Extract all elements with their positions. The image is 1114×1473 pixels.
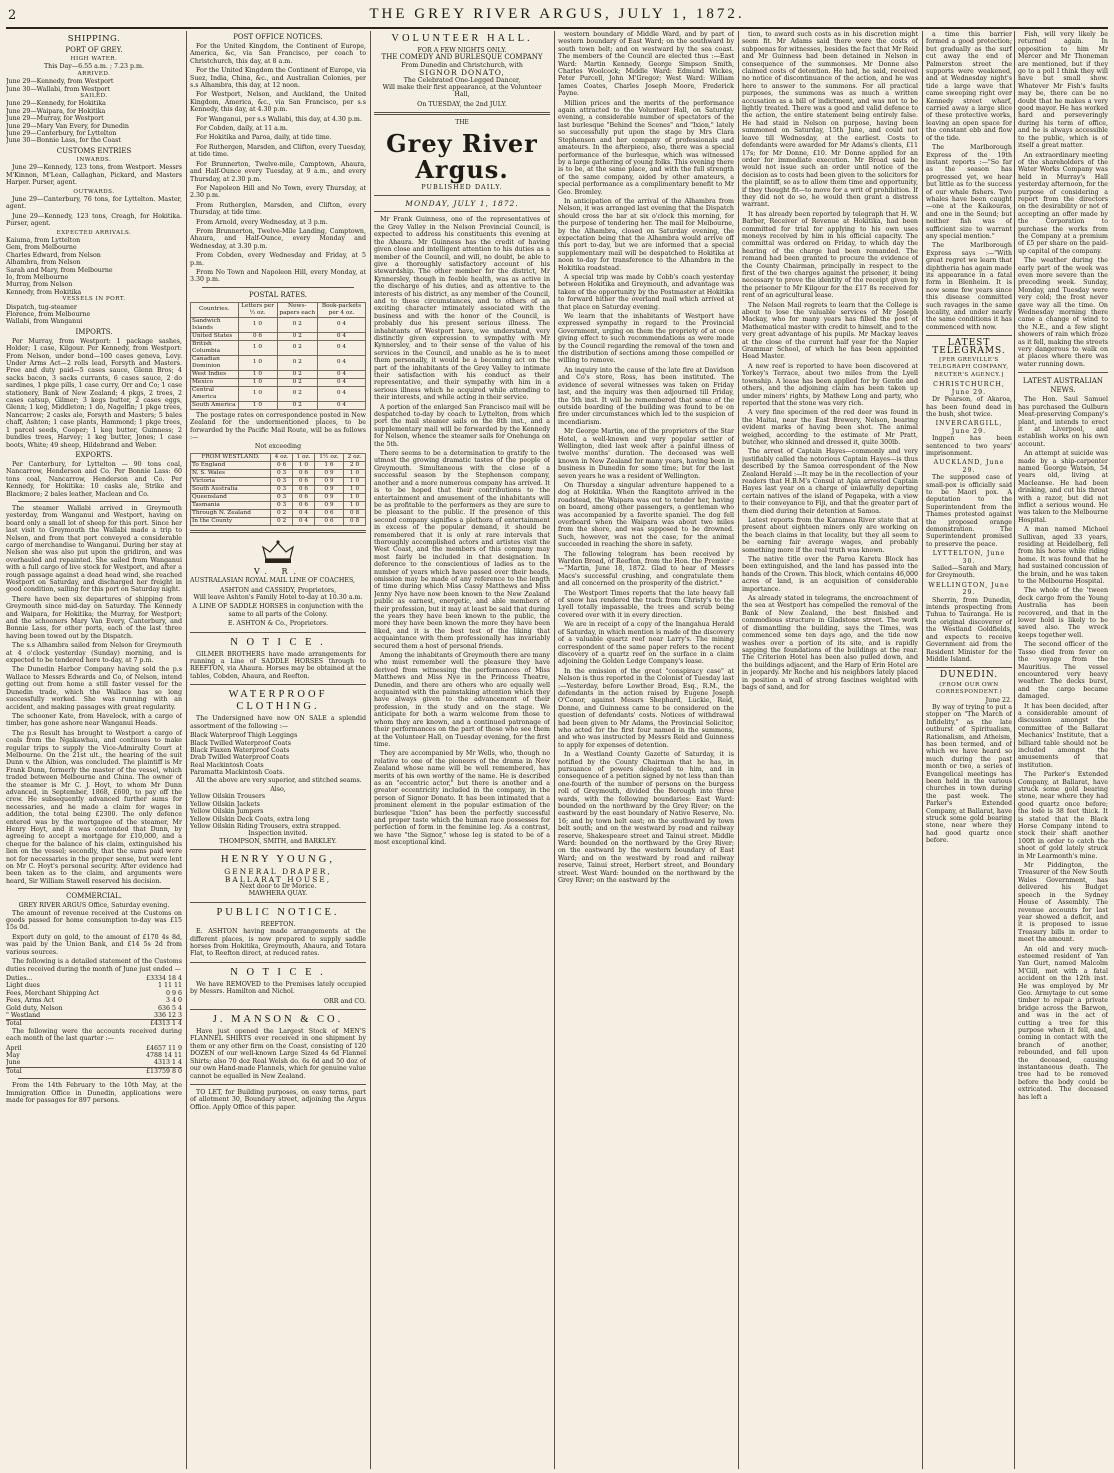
duty-row: Gold duty, Nelson 636 5 4 (6, 1004, 182, 1012)
divider (18, 1078, 170, 1079)
quarter-table (6, 1045, 182, 1076)
expected-item: Sarah and Mary, from Melbourne (6, 266, 113, 274)
news-paragraph: An inquiry into the cause of the late fire at Davidson and Co's store, Ross, has been instituted. The evidence of several witnesses was taken on Friday last, and the inquiry was then adjourned till Friday, the 5th inst. It will be remembered that some of the outside boarding of the building was found to be on fire under circumstances which led to the suspicion of incendiarism. (558, 366, 734, 426)
commercial-text: The amount of revenue received at the Customs on goods passed for home consumption to-day was £15 15s 0d. (6, 909, 182, 932)
volunteer-hall-signor: SIGNOR DONATO, (419, 68, 505, 78)
shipping-report: The schooner Kate, from Havelock, with a cargo of timber, has gone ashore near Wanganui Heads. (6, 712, 182, 728)
divider (374, 112, 550, 115)
telegram-text: Sherrin, from Dunedin, intends prospecting from Tuhua to Tauranga. He is the original discoverer of the Westland Goldfields, and expects to receive Government aid from the Resident Minister for the Middle Island. (926, 596, 1012, 663)
divider (190, 962, 366, 963)
news-paragraph: The Nelson Mail regrets to learn that the College is about to lose the valuable services of Mr Joseph Mackay, who for many years has filled the post of Mathematical master with credit to himself, and to the very great advantage of his pupils. Mr Mackay leaves at the close of the current half year for the Napier Grammar School, of which he has been appointed Head Master. (742, 301, 918, 361)
divider (1018, 372, 1108, 373)
expected-item: Charles Edward, from Nelson (6, 251, 101, 259)
aus-paragraph: The Hon. Saul Samuel has purchased the Gulburn Meat-preserving Company's plant, and intends to erect it at Liverpool, and establish works on his own account. (1018, 396, 1108, 448)
removed-notice-heading: N O T I C E . (230, 966, 326, 978)
post-notice: For Wanganui, per s.s Wallabi, this day, at 4.30 p.m. (196, 115, 362, 123)
news-paragraph: On Thursday a singular adventure happened to a dog at Hokitika. When the Rangitoto arrived in the roadstead, the Waipara was out to tender her, having on board, among other passengers, a gentleman who was accompanied by a favorite spaniel. The dog fell overboard when the Waipara was about two miles from the shore, and was supposed to be drowned. Such, however, was not the case, for the animal succeeded in reaching the shore in safety. (558, 481, 734, 549)
editorial-paragraph: A portion of the enlarged San Francisco mail will be despatched to-day by coach to Lyttelton, from which port the mail steamer sails on the 8th inst., and a supplementary mail will be forwarded by the Kennedy for Nelson, whence the steamer sails for Onehunga on the 5th. (374, 403, 550, 448)
quarter-row: May 4788 14 11 (6, 1051, 182, 1059)
news-paragraph: The native title over the Paroa Karetu Block has been extinguished, and the land has passed into the hands of the Crown. This block, which contains 46,000 acres of land, is an acquisition of considerable importance. (742, 556, 918, 593)
post-notice: For Ruthergen, Marsden, and Clifton, every Tuesday, at tide time. (190, 143, 366, 159)
header-rule (6, 27, 1108, 29)
table-row: Mexico 1 0 0 2 0 4 (191, 378, 366, 386)
inwards-label: INWARDS. (76, 156, 112, 163)
list-item: Yellow Oilskin Jackets (190, 800, 260, 808)
in-port-list (6, 304, 182, 326)
column-notices (190, 31, 366, 1469)
post-notice: From Arnold, every Wednesday, at 3 p.m. (196, 218, 328, 226)
expected-item: Kennedy, from Hokitika (6, 288, 82, 296)
divider (190, 632, 366, 633)
telegrams-heading: LATEST TELEGRAMS. (932, 338, 1006, 356)
waterproof-heading: WATERPROOF CLOTHING. (228, 689, 328, 713)
shipping-heading: SHIPPING. (67, 34, 121, 44)
expected-item: Io, from Melbourne (6, 273, 69, 281)
divider (190, 1084, 366, 1085)
newspaper-the: THE (455, 119, 469, 127)
duty-total-row: Total £4313 1 4 (6, 1020, 182, 1028)
postal-rates-heading: POSTAL RATES. (249, 290, 307, 299)
post-notice: For Hokitika and Paroa, daily, at tide time. (196, 134, 332, 142)
table-row: N. S. Wales 0 3 0 6 0 9 1 0 (191, 469, 366, 477)
duty-row: Fees, Merchant Shipping Act 0 9 6 (6, 989, 182, 997)
telegram-place: AUCKLAND, June 29. (933, 459, 1005, 474)
manson-text: Have just opened the Largest Stock of MEN'S FLANNEL SHIRTS ever received in one shipment by them or any other firm on the Coast, consisting of 120 DOZEN of our well-known Large Sized 4s 6d Flannel Shirts; also 70 doz Real Welsh do. 6s 6d and 50 doz of our own Hand-made Flannels, which for genuine value cannot be equalled in New Zealand. (190, 1028, 366, 1080)
commercial-heading: COMMERCIAL. (66, 892, 122, 901)
aus-paragraph: A man named Michael Sullivan, aged 33 years, residing at Heidelberg, fell from his horse while riding home. It was found that he had sustained concussion of the brain, and he was taken to the Melbourne Hospital. (1018, 526, 1108, 586)
shipping-report: The p.s Result has brought to Westport a cargo of coals from the Ngakawhau, and continues to make regular trips to supply the Vice-Admiralty Court at Melbourne. On the 21st ult., the hearing of the suit Dunn v. the Albion, was concluded. The plaintiff is Mr Frank Dunn, formerly the master of the vessel, which traded between Melbourne and China. The owner of the steamer is Mr C. J. Hoyt, to whom Mr Dunn advanced, in September, 1868, £600, to pay off the crew. He subsequently advanced further sums for necessaries, and he made a claim for wages in addition, the total being £2300. The only defence entered was by the mortgagee of the steamer, Mr Henry Hoyt, and it was contended that Dunn, by agreeing to accept a mortgage for £10,000, and a cheque for the balance of his claim, extinguished his lien on the vessel; secondly, that the sums paid were not for necessaries in the proper sense, but were lent on Mr C. Hoyt's personal security. After evidence had been taken as to the claim, and arguments were heard, Sir William Stawell reserved his decision. (6, 729, 182, 885)
news-paragraph: It has already been reported by telegraph that H. W. Barber, Receiver of Revenue at Hokitika, had been committed for trial for applying to his own uses moneys received by him in his official capacity. The committal was ordered on Friday, to which day the hearing of the charge had been remanded. The remand had been granted to procure the evidence of the County Chairman, principally in respect to the first of the two charges against the prisoner, it being necessary to prove the identity of the receipt given by the prisoner to Mr Kilgour for the £17 8s received for rent of an agricultural lease. (742, 210, 918, 300)
table-row: West Indies 1 0 0 2 0 4 (191, 370, 366, 378)
rates-note: The postage rates on correspondence posted in New Zealand for the undermentioned places, to be forwarded by the Pacific Mail Route, will be as follows :— (190, 411, 366, 441)
dunedin-subheading: (FROM OUR OWN CORRESPONDENT.) (935, 681, 1003, 696)
westland-rates-table (190, 453, 366, 526)
in-port-label: VESSELS IN PORT. (62, 296, 126, 303)
table-row: Central America 1 0 0 2 0 4 (191, 386, 366, 401)
exports-text: Per Canterbury, for Lyttelton — 90 tons coal, Nancarrow, Henderson and Co. Per Bonnie Lass: 60 tons coal, Nancarrow, Henderson and Co. Per Kennedy, for Hokitika: 10 casks ale, Strike and Blackmore; 2 bales leather, Maclean and Co. (6, 460, 182, 498)
aus-paragraph: The second officer of the Tasso died from fever on the voyage from the Mauritius. The vessel encountered very heavy weather. The decks burst, and the cargo became damaged. (1018, 641, 1108, 701)
exports-heading: EXPORTS. (75, 450, 113, 459)
newspaper-header-title: THE GREY RIVER ARGUS, JULY 1, 1872. (369, 6, 745, 22)
news-paragraph: A new reef is reported to have been discovered at Yorkey's Terrace, about two miles from the Lyell township. A lease has been applied for by Gentle and others, and the adjoining claim has been taken up under miners' rights, by Mathew Long and party, who reported that the stone was very rich. (742, 362, 918, 407)
outwards-label: OUTWARDS. (73, 188, 115, 195)
henry-young-trade: GENERAL DRAPER, (224, 867, 332, 877)
dateline: MONDAY, JULY 1, 1872. (405, 199, 519, 209)
post-notice: For Cobden, daily, at 11 a.m. (196, 125, 288, 133)
divider (190, 902, 366, 903)
post-notice: From No Town and Napoleon Hill, every Monday, at 3.30 p.m. (190, 268, 366, 284)
immigration-note: From the 14th February to the 10th May, at the Immigration Office in Dunedin, applications were made for passages for 897 persons. (6, 1082, 182, 1104)
list-item: Black Flaxen Waterproof Coats (190, 746, 290, 754)
volunteer-hall-from: From Dunedin and Christchurch, with (401, 61, 523, 69)
editorial-paragraph: Mr Frank Guinness, one of the representatives of the Grey Valley in the Nelson Provincial Council, is expected to address his constituents this evening at the Ahaura. Mr Guinness has the credit of having given close and intelligent attention to his duties as a member of the Council, and will, no doubt, be able to give a thoroughly satisfactory account of his stewardship. The other member for the district, Mr Kynnersley, though in feeble health, was as active in the discharge of his duties, and as attentive to the interests of his district, as any member of the Council, and to these circumstances, and to others of an exciting character intimately associated with the business and with the honor of the Council, is probably due his present serious illness. The inhabitants of Westport have, we understand, very distinctly given expression to sympathy with Mr Kynnersley, and to their sense of the value of his services in the Council, and unable as he is to meet them personally, it would be a becoming act on the part of the inhabitants of the Grey Valley to intimate their satisfaction with his conduct as their representative, and their sympathy with him in a serious illness which he acquired while attending to their interests, and while acting in their service. (374, 216, 550, 402)
sailed-item: June 29—Murray, for Westport (6, 115, 104, 123)
divider (374, 211, 550, 212)
table-row: Tasmania 0 3 0 6 0 9 1 0 (191, 501, 366, 509)
removed-notice-signature: ORR and CO. (323, 997, 366, 1005)
henry-young-house: BALLARAT HOUSE, (224, 874, 332, 884)
sailed-item: June 29—Waipara, for Hokitika (6, 107, 106, 115)
post-notice: From Brunnerton, Twelve-Mile Landing, Camptown, Ahaura, and Half-Ounce, every Monday and Wednesday, at 3.30 p.m. (190, 227, 366, 250)
public-notice-place: REEFTON. (260, 920, 296, 928)
aus-paragraph: Mr Piddington, the Treasurer of the New South Wales Government, has delivered his Budget speech in the Sydney House of Assembly. The revenue accounts for last year showed a deficit, and it is proposed to issue Treasury bills in order to meet the amount. (1018, 862, 1108, 944)
post-notice: From Cobden, every Wednesday and Friday, at 5 p.m. (190, 252, 366, 267)
editorial-paragraph: There seems to be a determination to gratify to the utmost the growing dramatic tastes of the people of Greymouth. Simultaneous with the close of a successful season by the Stephenson company, another and a more numerous company has arrived. It is to be hoped that their contributions to the entertainment and amusement of the inhabitants will be as profitable to the performers as they are sure to be pleasant to the public. If the presence of this second company signifies a plethora of entertainment in excess of the popular demand, it should be remembered that it is only at rare intervals that thoroughly accomplished actors and artistes visit the West Coast, and the members of this company may most fairly be included in that designation. In deference to the conscientious of ladies as to the number of years which have passed over their heads, omission may be made of any reference to the length of time during which Miss Cassy Matthews and Miss Jenny Nye have now been known to the New Zealand public as earnest, energetic, and able members of their profession, but it may at least be said that during the years they have been known to the public, the more they have been known the more they have been liked, and it is the best test of the liking that acquaintance with them professionally has invariably secured them a host of personal friends. (374, 450, 550, 650)
divider (374, 195, 550, 196)
arrived-item: June 29—Kennedy, from Westport (6, 78, 114, 86)
sailed-item: June 29—Kennedy, for Hokitika (6, 100, 106, 108)
arrived-item: June 30—Wallabi, from Westport (6, 85, 111, 93)
list-item: Yellow Oilskin Trousers (190, 793, 266, 801)
imports-text: Per Murray, from Westport: 1 package sashes, Holder; 1 case, Kilgour. Per Kennedy, from Westport: From Nelson, under bond—100 cases geneva, Levy. Under Arms Act—2 rolls lead, Forsyth and Masters. Free and duty paid—5 cases sauce, Glenn Bros; 4 sacks bacon, 3 sacks currants, 6 cases sauce, 2 do sardines, 1 pkge pills, 1 case curry, Orr and Co; 1 case stationery, Bank of New Zealand; 4 pkgs, 2 trees, 2 cases catsup, Gilmer; 3 kegs butter, 2 cases eggs, Glenn; 1 keg, Middleton; 1 do, Nagelfin; 1 pkge trees, Nancarrow; 2 casks ale, Forsyth and Masters; 5 bales chaff, Ashton; 1 case plants, Hammond; 1 pkge trees, 1 parcel seeds, Cooper; 1 keg butter, Guinness; 2 bundles trees, Harvey; 1 keg butter, Jones; 1 case boots, White; 49 sheep, Hildebrand and Weber. (6, 337, 182, 449)
news-paragraph: The Westport Times reports that the late heavy fall of snow has rendered the track from Christy's to the Lyell totally impassable, the trees and scrub being covered over with it in every direction. (558, 589, 734, 619)
imports-heading: IMPORTS. (75, 327, 113, 336)
volunteer-hall-date: On TUESDAY, the 2nd JULY. (417, 100, 507, 108)
volunteer-hall-company: THE COMEDY AND BURLESQUE COMPANY (381, 53, 543, 62)
post-notice: From Rutherglen, Marsden, and Clifton, every Thursday, at tide time. (190, 201, 366, 217)
royal-mail-heading: AUSTRALASIAN ROYAL MAIL LINE OF COACHES, (190, 577, 356, 585)
column-local-news (558, 31, 734, 1469)
column-separator (554, 31, 555, 1469)
aus-paragraph: It has been decided, after a considerable amount of discussion amongst the committee of the Ballarat Mechanics' Institute, that a billiard table should not be included amongst the amusements of that institution. (1018, 702, 1108, 769)
shipping-report: The s.s Alhambra sailed from Nelson for Greymouth at 4 o'clock yesterday (Sunday) morning, and is expected to be tendered here to-day, at 7 p.m. (6, 642, 182, 665)
masthead (0, 0, 1114, 30)
telegram-place: LYTTELTON, June 30. (932, 550, 1006, 565)
oilskin-list (190, 793, 366, 830)
table-row: South Australia 0 3 0 6 0 9 1 0 (191, 485, 366, 493)
outwards-item: June 29—Kennedy, 123 tons, Creagh, for Hokitika. Purser, agent. (6, 212, 182, 228)
aus-paragraph: An attempt at suicide was made by a ship-carpenter named George Watson, 54 years old, living at Macleanse. He had been drinking, and cut his throat with a razor, but did not inflict a serious wound. He was taken to the Melbourne Hospital. (1018, 450, 1108, 524)
published-daily: PUBLISHED DAILY. (421, 182, 503, 191)
post-notice: For Brunnerton, Twelve-mile, Camptown, Ahaura, and Half-Ounce every Tuesday, at 9 a.m., and every Thursday, at 2.30 p.m. (190, 160, 366, 183)
gold-text: Export duty on gold, to the amount of £170 4s 8d, was paid by the Union Bank, and £14 5s 2d from various sources. (6, 933, 182, 956)
postal-rates-table (190, 302, 366, 410)
post-notice: For Napoleon Hill and No Town, every Thursday, at 2.30 p.m. (190, 184, 366, 200)
aus-paragraph: The whole of the 'tween deck cargo from the Young Australia has been recovered, and that in the lower hold is likely to be saved also. The wreck keeps together well. (1018, 587, 1108, 639)
in-port-item: Dispatch, tug-steamer (6, 303, 77, 311)
list-item: Yellow Oilskin Jumpers (190, 808, 264, 816)
arrived-label: ARRIVED. (77, 70, 111, 77)
table-row: Canadian Dominion 1 0 0 2 0 4 (191, 355, 366, 370)
editorial-paragraph: Among the inhabitants of Greymouth there are many who must remember well the pleasure they have derived from witnessing the performances of Miss Matthews and Miss Nye in the Princess Theatre, Dunedin, and there are others who are equally well acquainted with the painstaking attention which they have always given to the advancement of their profession, in the study and on the stage. We anticipate for both a warm welcome from those to whom they are known, and a continued patronage of their performances on the part of those who see them at the Volunteer Hall, on Tuesday evening, for the first time. (374, 652, 550, 748)
divider (190, 849, 366, 850)
expected-label: EXPECTED ARRIVALS. (56, 229, 132, 236)
public-notice-text: E. ASHTON having made arrangements at the different places, is now prepared to supply saddle horses from Hokitika, Greymouth, Ahaura, and Totara Flat, to Reefton direct, at reduced rates. (190, 928, 366, 958)
list-item: Yellow Oilskin Riding Trousers, extra strapped. (190, 822, 341, 830)
table-header-row: Countries. Letters per ½ oz. News-papers each Book-packets per 4 oz. (191, 302, 366, 317)
news-paragraph: The arrest of Captain Hayes—commonly and very justifiably called the notorious Captain Hayes—is thus described by the Samoa correspondent of the New Zealand Herald :—It may be in the recollection of your readers that H.B.M's Consul at Apia arrested Captain Hayes last year on a charge of unlawfully deporting certain natives of the island of Pegapeka, with a view to their conveyance to Fiji, and that the greater part of them died during their detention at Samoa. (742, 448, 918, 515)
table-row: Through N. Zealand 0 2 0 4 0 6 0 8 (191, 509, 366, 517)
to-let-text: TO LET, for Building purposes, on easy terms, part of allotment 30, Boundary street, adjoining the Argus Office. Apply Office of this paper. (190, 1088, 366, 1111)
page-number: 2 (8, 8, 17, 23)
divider (190, 1009, 366, 1010)
waterproof-inspection: Inspection invited. (248, 830, 308, 838)
table-row: To England 0 6 1 0 1 6 2 0 (191, 461, 366, 469)
telegram-place: WELLINGTON, June 29. (928, 581, 1010, 597)
duties-intro: The following is a detailed statement of the Customs duties received during the month of June just ended — (6, 958, 182, 973)
duty-row: Light dues 1 11 11 (6, 982, 182, 990)
expected-item: Alhambra, from Nelson (6, 259, 81, 267)
volunteer-hall-appearance: Will make their first appearance, at the Volunteer Hall, (382, 84, 542, 99)
volunteer-hall-for-few: FOR A FEW NIGHTS ONLY. (417, 47, 507, 54)
list-item: Real Mackintosh Coats (190, 761, 264, 769)
news-paragraph: Fish, will very likely be returned again. In opposition to him Mr Mercer and Mr Thoneman are mentioned, but if they go to a poll I think they will have but small show. Whatever Mr Fish's faults may be, there can be no doubt that he makes a very good mayor. He has worked hard and perseveringly during his term of office, and he is always accessible to the public, which is of itself a great matter. (1018, 31, 1108, 150)
expected-list (6, 237, 182, 296)
column-separator (186, 31, 187, 1469)
duties-table (6, 975, 182, 1028)
post-notice: For Westport, Nelson, and Auckland, the United Kingdom, America, &c., via San Francisco, per s.s Kennedy, this day, at 4.30 p.m. (190, 91, 366, 114)
customs-heading: CUSTOMS ENTRIES (56, 146, 132, 155)
divider (190, 684, 366, 685)
list-item: Black Twilled Waterproof Coats (190, 739, 291, 747)
column-telegrams (926, 31, 1012, 1469)
shipping-report: The Dunedin Harbor Company having sold the p.s Wallace to Messrs Edwards and Co, of Nelson, intend getting out from home a still faster vessel for the Dunedin trade, which the Wallace has so long successfully worked. She was running with an accident, and making passages with great regularity. (6, 666, 182, 711)
table-row: United States 0 6 0 2 0 4 (191, 332, 366, 340)
royal-mail-text: Will leave Ashton's Family Hotel to-day at 10.30 a.m. (193, 594, 363, 602)
news-paragraph: The following telegram has been received by Warden Broad, of Reefton, from the Hon. the Premier :—"Martin, June 18, 1872. Glad to hear of Messrs Macs's successful crushing, and congratulate them and all concerned on the prosperity of the district." (558, 550, 734, 588)
shipping-report: The steamer Wallabi arrived in Greymouth yesterday, from Wanganui and Westport, having on board only a small lot of sheep for this port. Since her last visit to Greymouth the Wallabi made a trip to Nelson, and from that port conveyed a considerable cargo of merchandise to Wanganui. During her stay at Nelson she was also put upon the gridiron, and was overhauled and repainted. She sailed from Wanganui with a full cargo of live stock for Westport, and after a rough passage against a dead head wind, she reached Westport on Saturday, and discharged her freight in good condition, sailing for this port on Saturday night. (6, 504, 182, 594)
list-item: Paramatta Mackintosh Coats. (190, 769, 285, 777)
high-water: This Day—6.55 a.m. ; 7.23 p.m. (43, 63, 145, 71)
high-water-label: HIGH WATER. (70, 56, 118, 62)
in-port-item: Wallabi, from Wanganui (6, 318, 83, 326)
gilmer-notice-text: GILMER BROTHERS have made arrangements for running a Line of SADDLE HORSES through to REEFTON, via Ahaura. Horses may be obtained at the tables, Cobden, Ahaura, and Reefton. (190, 650, 366, 680)
immigrants-intro: The following were the accounts received during each month of the last quarter :— (6, 1027, 182, 1043)
news-paragraph: A special trip was made by Cobb's coach yesterday between Hokitika and Greymouth, and advantage was taken of the opportunity by the Postmaster at Hokitika to forward hither the overland mail which arrived at that place on Saturday evening. (558, 274, 734, 311)
royal-crown-emblem (249, 537, 307, 567)
dunedin-text: By way of trying to put a stopper on "The March of Infidelity," as the late outburst of Spiritualism, Rationalism, and Atheism, has been termed, and of which we have heard so much during the past month or two, a series of Evangelical meetings has been held in the various churches in town during the past week. The Parker's Extended Company, at Ballarat, have struck some gold bearing stone, near where they had good quartz once before. (926, 703, 1012, 845)
telegram-text: Sailed—Sarah and Mary, for Greymouth. (926, 565, 1012, 580)
duty-row: Duties... £3334 18 4 (6, 974, 182, 982)
telegram-text: The supposed case of small-pox is officially said to be Maori pox. A deputation to the Superintendent from the Thames protested against the proposed orange demonstration. The Superintendent promised to preserve the peace. (926, 474, 1012, 548)
sailed-item: June 29—Mary Van Every, for Dunedin (6, 122, 129, 130)
newspaper-page (6, 31, 1108, 1469)
news-paragraph: An extraordinary meeting of the shareholders of the Water Works Company was held in Murray's Hall yesterday afternoon, for the purpose of considering a report from the directors on the desirability or not of accepting an offer made by the Corporation to purchase the works from the Company at a premium of £5 per share on the paid-up capital of the company. (1018, 151, 1108, 255)
table-row: Victoria 0 3 0 6 0 9 1 0 (191, 477, 366, 485)
column-local-news-2 (742, 31, 918, 1469)
divider (190, 530, 366, 533)
news-paragraph: western boundary of Middle Ward, and by part of western boundary of East Ward; on the southward by south town belt; and on westward by the sea coast. The members of the Council are elected thus :—East Ward: Martin Kennedy, George Simpson Smith, Charles Woolcock; Middle Ward: Edmund Wickes, Peter Purcell, John M'Gregor; West Ward: William James Coates, Charles Joseph Moore, Frederick Payne. (558, 31, 734, 98)
column-shipping (6, 31, 182, 1469)
newspaper-name: Grey River Argus. (386, 128, 538, 184)
shipping-report: There have been six departures of shipping from Greymouth since mid-day on Saturday. The Kennedy and Waipara, for Hokitika; the Murray, for Westport; and the schooners Mary Van Every, Canterbury, and Bonnie Lass, for other ports, each of the last three having been towed out by the Dispatch. (6, 595, 182, 640)
aus-paragraph: The Parker's Extended Company, at Ballarat, have struck some gold bearing stone, near where they had good quartz once before; the lode is 38 feet thick. It is stated that the Black Horse Company intend to stock their shaft another 100ft in order to catch the shoot of gold lately struck in Mr Learmonth's mine. (1018, 771, 1108, 860)
column-editorial (374, 31, 550, 1469)
manson-heading: J. MANSON & CO. (212, 1014, 344, 1026)
dunedin-date: June 22. (985, 696, 1012, 704)
removed-notice-text: We have REMOVED to the Premises lately occupied by Messrs. Hamilton and Nichol. (190, 980, 366, 996)
volunteer-hall-heading: VOLUNTEER HALL. (391, 33, 533, 44)
royal-mail-signature: E. ASHTON & Co., Proprietors. (227, 620, 329, 628)
not-exceeding-label: Not exceeding (254, 443, 302, 451)
editorial-paragraph: They are accompanied by Mr Wells, who, though no relative to one of the pioneers of the drama in New Zealand whose name will be well remembered, has merits of his own worthy of the name. He is described as an "eccentric actor," but there is another and a greater eccentricity included in the company, in the person of Signor Donato. It has been intimated that a prominent element in the popular estimation of the burlesque "Ixion" has been the perfectly successful and proper taste which the human race possesses for perfection of form in the feminine leg. As a contrast, we have "the Signor," whose leg is stated to be of a most exceptional kind. (374, 750, 550, 847)
royal-mail-proprietors: ASHTON and CASSIDY, Proprietors, (219, 586, 337, 594)
public-notice-heading: PUBLIC NOTICE. (216, 906, 340, 918)
divider (18, 501, 170, 502)
in-port-item: Florence, from Melbourne (6, 311, 91, 318)
commercial-office: GREY RIVER ARGUS Office, Saturday evening. (18, 902, 170, 910)
column-separator (1014, 31, 1015, 1469)
list-item: Black Waterproof Thigh Leggings (190, 732, 298, 740)
expected-item: Gem, from Melbourne (6, 244, 77, 252)
table-row: In the County 0 2 0 4 0 6 0 8 (191, 517, 366, 525)
news-paragraph: Mr George Martin, one of the proprietors of the Star Hotel, a well-known and very popular settler of Wellington, died last week after a painful illness of twelve months' duration. The deceased was well known in New Zealand for many years, having been in business in Dunedin for some time; but for the last seven years he was a resident of Wellington. (558, 428, 734, 480)
henry-young-name: HENRY YOUNG, (221, 854, 335, 866)
list-item: Drab Twilled Waterproof Coats (190, 754, 290, 762)
telegram-text: Dr Pearson, of Akaroa, has been found dead in the bush, shot twice. (926, 396, 1012, 418)
volunteer-hall-one-legged: The Celebrated One-Legged Dancer, (403, 76, 521, 84)
royal-mail-ad (190, 577, 366, 627)
gilmer-notice-heading: N O T I C E . (230, 636, 326, 648)
aus-paragraph: An old and very much-esteemed resident of Yan Yan Gurt, named Malcolm M'Gill, met with a fatal accident on the 12th inst. He was employed by Mr Geo. Armytage to cut some timber to repair a private bridge across the Barwon, and was in the act of cutting a tree for this purpose when it fell, and, coming in contact with the branch of another, rebounded, and fell upon the deceased, causing instantaneous death. The tree had to be removed before the body could be extricated. The deceased has left a (1018, 945, 1108, 1101)
divider (18, 888, 170, 889)
telegrams-subheading: [PER GREVILLE'S TELEGRAPH COMPANY, REUTER'S AGENCY.] (929, 357, 1009, 378)
dunedin-heading: DUNEDIN. (939, 670, 999, 681)
news-paragraph: In the emission of the great "conspiracy case" at Nelson is thus reported in the Colonist of Tuesday last :—Yesterday, before Lowther Broad, Esq., R.M., the defendants in the action raised by Eugene Joseph O'Conor, against Messrs Shephard, Luckie, Reid, Donne, and Guinness came to be considered on the question of defendants' costs. Notices of withdrawal had been given to Mr Adams, the Provincial Solicitor, who acted for the first four named in the summons, and who was instructed by Messrs Reid and Guinness to apply for expenses of detention. (558, 667, 734, 749)
divider (926, 335, 1012, 336)
news-paragraph: tion, to award such costs as in his discretion might seem fit. Mr Adams said there were the costs of subpoenas for witnesses, besides the fact that Mr Reid and Mr Guinness had been detained in Nelson in consequence of the summonses. Mr Donne also claimed costs of detention. He had, he said, received no notice of discontinuance of the action, and he was here to answer to the summons. For all practical purposes, the summons was as much a written accusation as a bill of indictment, and was not to be lightly treated. There was a good and valid defence to the action, the entire statement being entirely false. He had staid in Nelson on purpose, having been summoned on Saturday, 15th June, and could not leave till Wednesday, at the earliest. Costs to defendants were awarded for Mr Adams's clients, £11 17s; for Mr Donne, £10. Mr Donne applied for an order for immediate execution. Mr Broad said he would not issue such an order until notice of the decision as to costs had been given to the solicitors for the plaintiff, so as to allow them time and opportunity, if they thought fit—to move for a writ of prohibition. If they did not do so, he would then grant a distress warrant. (742, 31, 918, 209)
column-separator (370, 31, 371, 1469)
news-paragraph: We learn that the inhabitants of Westport have expressed sympathy in regard to the Provincial Government, urging on them the propriety of at once giving effect to such recommendations as were made by the Council regarding the removal of the town and the distribution of sections among those compelled or willing to remove. (558, 313, 734, 365)
column-separator (922, 31, 923, 1469)
news-paragraph: In anticipation of the arrival of the Alhambra from Nelson, it was arranged last evening that the Dispatch should cross the bar at six o'clock this morning, for the purpose of tendering her. The mail for Melbourne, by the Alhambra, closed on Saturday evening, the expectation being that the Alhambra would arrive off this port to-day, but we are informed that a special supplementary mail will be despatched to Hokitika at noon to-day for transference to the Alhambra in the Hokitika roadstead. (558, 197, 734, 272)
expected-item: Murray, from Nelson (6, 281, 73, 289)
list-item: Yellow Oilskin Deck Coats, extra long (190, 815, 310, 823)
table-row: South America 1 0 0 2 0 4 (191, 401, 366, 409)
news-paragraph: The weather during the early part of the week was even more severe than the preceding week. Sunday, Monday, and Tuesday were very cold; the frost never gave way all the time. On Wednesday morning there came a change of wind to the N.E., and a few slight showers of rain which froze as it fell, making the streets very dangerous to walk on at places where there was water running down. (1018, 257, 1108, 368)
sailed-item: June 30—Bonnie Lass, for the Coast (6, 137, 121, 145)
sailed-label: SAILED. (80, 93, 108, 100)
crown-icon (249, 537, 307, 567)
table-row: Queensland 0 3 0 6 0 9 1 0 (191, 493, 366, 501)
waterproof-note: All the above are very superior, and stitched seams. (196, 776, 362, 784)
waterproof-signature: THOMPSON, SMITH, and BARKLEY. (219, 837, 337, 845)
sailed-list (6, 100, 182, 144)
post-notice: For the United Kingdom the Continent of Europe, via Suez, India, China, &c., and Australian Colonies, per s.s Alhambra, this day, at 12 noon. (190, 67, 366, 90)
sailed-item: June 29—Canterbury, for Lyttelton (6, 130, 117, 138)
table-row: Sandwich Islands 1 0 0 2 0 4 (191, 317, 366, 332)
table-header-row: FROM WESTLAND. 4 oz. 1 oz. 1½ oz. 2 oz. (191, 453, 366, 461)
news-paragraph: We are in receipt of a copy of the Inangahua Herald of Saturday, in which mention is made of the discovery of a valuable quartz reef near Larry's. The mining correspondent of the same paper refers to the recent discovery of a quartz reef on the surface in a claim adjoining the Golden Ledge Company's lease. (558, 621, 734, 666)
post-notice: For the United Kingdom, the Continent of Europe, America, &c, via San Francisco, per coach to Christchurch, this day, at 8 a.m. (190, 43, 366, 65)
column-separator (738, 31, 739, 1469)
emblem-letters: V. R. (253, 566, 303, 576)
quarter-total-row: Total £13759 8 0 (6, 1067, 182, 1075)
waterproof-intro: The Undersigned have now ON SALE a splendid assortment of the following :— (190, 715, 366, 730)
news-paragraph: In a Westland County Gazette of Saturday, it is notified by the County Chairman that he has, in pursuance of powers delegated to him, and in consequence of a petition signed by not less than than one-fourth of the number of persons on the burgess roll of Greymouth, divided the Borough into three wards, with the following boundaries: East Ward: bounded on the northward by the Grey River; on the eastward by the east boundary of Native Reserve, No. 16; and by town belt east; on the southward by town belt south; and on the westward by road and railway reserve, Shakespeare street and Tainui street. Middle Ward: bounded on the northward by the Grey River; on the eastward by the western boundary of East Ward; and on the westward by road and railway reserve, Tainui street, Herbert street, and Boundary street. West Ward: bounded on the northward by the Grey River; on the eastward by the (558, 751, 734, 885)
waterproof-list (190, 732, 366, 776)
news-paragraph: Latest reports from the Karamea River state that at present about eighteen miners only are working on the beach claims in that locality, but they all seem to be earning fair average wages, and probably something more if the real truth was known. (742, 517, 918, 554)
quarter-row: June 4313 1 4 (6, 1059, 182, 1067)
port-heading: PORT OF GREY. (65, 46, 123, 54)
divider (926, 667, 1012, 668)
waterproof-also: Also, (270, 785, 286, 793)
telegram-place: INVERCARGILL, June 29. (935, 420, 1003, 435)
news-paragraph: The Marlborough Express of the 19th instant reports :—"So far as the season has progressed yet, we hear but little as to the success of our whale fishers. Two whales have been caught—one at the Kaikouras, and one in the Sound; but neither fish was of sufficient size to warrant any special mention." (926, 144, 1012, 240)
news-paragraph: A very fine specimen of the red deer was found in the Maitai, near the East Brewery, Nelson, bearing evident marks of having been shot. The animal weighed, according to the estimate of Mr Pratt, butcher, who skinned and dressed it, quite 300lb. (742, 409, 918, 446)
news-paragraph: The Marlborough Express says :—"With great regret we learn that diphtheria has again made its appearance in a fatal form in Blenheim. It is now some few years since this disease committed such ravages in the same locality, and under nearly the same conditions it has commenced with now. (926, 242, 1012, 331)
henry-young-quay: MAWHERA QUAY. (248, 890, 308, 898)
telegram-text: Ingpen has been sentenced to two years' imprisonment. (926, 435, 1012, 457)
saddle-horses-text: A LINE OF SADDLE HORSES in conjunction with the same to all parts of the Colony. (192, 603, 364, 618)
news-paragraph: Million prices and the merits of the performance again attracted to the Volunteer Hall, on Saturday evening, a considerable number of spectators of the last burlesque "Behind the Scenes" and "Ixion," lately so successfully put upon the stage by Mrs Clara Stephenson and her company of professionals and amateurs. In the afterpiece, also, there was a special performance of the burlesque, which was witnessed by a large gathering of young folks. This evening there is to be, at the same place, and with the full strength of the same company, aided by other amateurs, a special performance as a complimentary benefit to Mr Geo. Bromley. (558, 99, 734, 196)
henry-young-next-door: Next door to Dr Morice. (239, 883, 317, 890)
telegram-place: CHRISTCHURCH, June 29. (933, 381, 1005, 396)
divider (202, 287, 354, 288)
news-paragraph: As already stated in telegrams, the encroachment of the sea at Westport has compelled the removal of the Bank of New Zealand, the best finished and commodious structure in Gladstone street. The work of dismantling the building, says the Times, was commenced some ten days ago, and the tide now washes over a portion of its site, and is rapidly sapping the foundations of the buildings at the rear. The Criterion Hotel has been also pulled down, and the buildings adjacent, and the Harp of Erin Hotel are in jeopardy. Mr Roche and his neighbors lately placed in position a wall of strong fascines weighted with bags of sand, and for (742, 595, 918, 691)
duty-row: Fees, Arms Act 3 4 0 (6, 997, 182, 1005)
australian-news-heading: LATEST AUSTRALIAN NEWS. (1022, 377, 1104, 395)
table-row: British Columbia 1 0 0 2 0 4 (191, 340, 366, 355)
duty-row: " Westland 336 12 3 (6, 1011, 182, 1019)
expected-item: Kaiuma, from Lyttelton (6, 236, 81, 244)
outwards-item: June 29—Canterbury, 76 tons, for Lyttelton. Master, agent. (6, 195, 182, 211)
post-office-heading: POST OFFICE NOTICES. (233, 33, 323, 41)
quarter-row: April £4657 11 9 (6, 1044, 182, 1052)
arrived-list (6, 78, 182, 93)
column-australian-news (1018, 31, 1108, 1469)
inwards-text: June 29—Kennedy, 123 tons, from Westport. Messrs M'Kinnon, M'Lean, Callaghan, Pickard, and Masters Harper. Purser, agent. (6, 164, 182, 187)
news-paragraph: a time this barrier formed a good protection; but gradually as the surf cut away the end of Palmerston street the supports were weakened, and at Wednesday night's tide a large wave that came sweeping right over Kennedy street wharf, carried away a large slice of these protective works, leaving an open space for the constant ebb and flow of the tide. (926, 31, 1012, 142)
